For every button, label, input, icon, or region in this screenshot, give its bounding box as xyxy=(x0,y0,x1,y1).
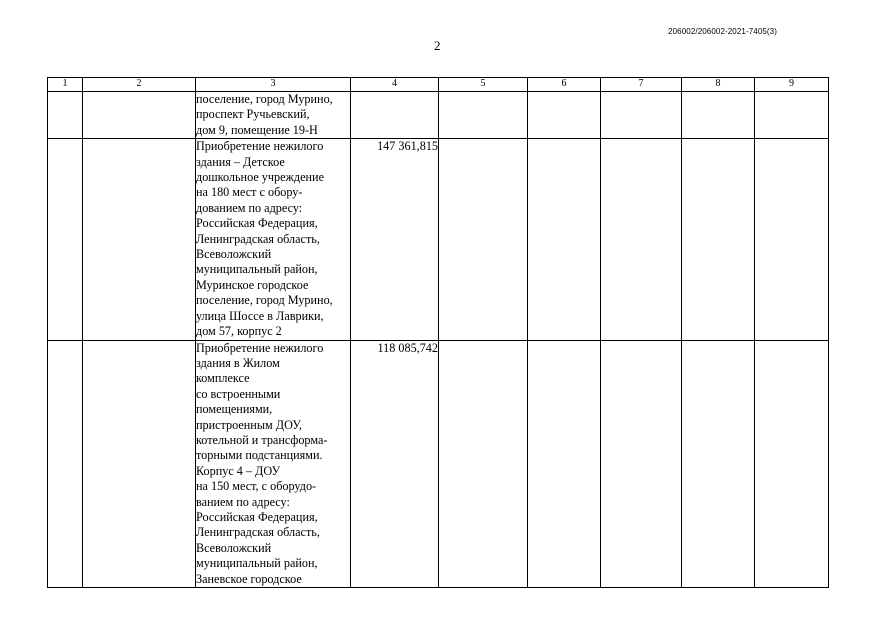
column-header: 6 xyxy=(528,78,601,92)
cell-text-line: дошкольное учреждение xyxy=(196,170,324,185)
cell-text-line: здания в Жилом xyxy=(196,355,280,370)
cell-text-line: дом 9, помещение 19-Н xyxy=(196,122,318,137)
cell-text-line: помещениями, xyxy=(196,402,273,417)
table-cell-col1 xyxy=(48,92,83,139)
column-header: 3 xyxy=(196,78,351,92)
table-body xyxy=(48,92,829,588)
table-cell-col5 xyxy=(439,340,528,588)
page-number: 2 xyxy=(434,38,441,53)
column-header: 1 xyxy=(48,78,83,92)
table-cell-col8 xyxy=(682,139,755,340)
column-header: 8 xyxy=(682,78,755,92)
table-cell-col5 xyxy=(439,139,528,340)
column-header: 7 xyxy=(601,78,682,92)
table-cell-col2 xyxy=(83,139,196,340)
cell-text-line: Заневское городское xyxy=(196,571,302,586)
table-cell-col7 xyxy=(601,92,682,139)
table-cell-col9 xyxy=(755,92,829,139)
table-cell-col8 xyxy=(682,92,755,139)
cell-text-line: Российская Федерация, xyxy=(196,509,318,524)
cell-text-line: муниципальный район, xyxy=(196,262,318,277)
table-cell-col4 xyxy=(351,92,439,139)
table-cell-col3 xyxy=(196,340,351,588)
cell-text-line: улица Шоссе в Лаврики, xyxy=(196,308,324,323)
cell-text-line: торными подстанциями. xyxy=(196,448,323,463)
table-cell-col2 xyxy=(83,340,196,588)
cell-text-line: котельной и трансформа- xyxy=(196,432,328,447)
cell-text-line: Ленинградская область, xyxy=(196,231,320,246)
table-cell-col1 xyxy=(48,340,83,588)
data-table xyxy=(47,77,829,588)
cell-text-line: дованием по адресу: xyxy=(196,200,303,215)
table-cell-col6 xyxy=(528,340,601,588)
table-cell-col3 xyxy=(196,92,351,139)
column-number-row xyxy=(48,78,829,92)
table-row xyxy=(48,340,829,588)
cell-text-line: Ленинградская область, xyxy=(196,525,320,540)
table-cell-col5 xyxy=(439,92,528,139)
cell-text-line: муниципальный район, xyxy=(196,556,318,571)
column-header: 2 xyxy=(83,78,196,92)
cell-text-line: на 180 мест с обору- xyxy=(196,185,303,200)
cell-text-line: проспект Ручьевский, xyxy=(196,107,310,122)
cell-text-line: на 150 мест, с оборудо- xyxy=(196,479,317,494)
cell-text-line: Всеволожский xyxy=(196,247,272,262)
table-cell-col9 xyxy=(755,340,829,588)
cell-text-line: Российская Федерация, xyxy=(196,216,318,231)
cell-text-line: Приобретение нежилого xyxy=(196,340,324,355)
column-header: 5 xyxy=(439,78,528,92)
table-cell-col7 xyxy=(601,340,682,588)
cell-text-line: здания – Детское xyxy=(196,154,285,169)
table-cell-col9 xyxy=(755,139,829,340)
table-cell-col7 xyxy=(601,139,682,340)
table-cell-col6 xyxy=(528,92,601,139)
cell-text-line: Всеволожский xyxy=(196,540,272,555)
cell-text-line: Корпус 4 – ДОУ xyxy=(196,463,281,478)
cell-text-line: поселение, город Мурино, xyxy=(196,92,333,106)
document-id: 206002/206002-2021-7405(3) xyxy=(668,27,777,36)
table-cell-col8 xyxy=(682,340,755,588)
cell-text-line: ванием по адресу: xyxy=(196,494,290,509)
table-row xyxy=(48,92,829,139)
cell-text-line: дом 57, корпус 2 xyxy=(196,324,282,339)
cell-text-line: пристроенным ДОУ, xyxy=(196,417,302,432)
table-cell-col3 xyxy=(196,139,351,340)
cell-text-line: Муринское городское xyxy=(196,277,309,292)
amount-cell: 118 085,742 xyxy=(351,340,439,588)
cell-text-line: комплексе xyxy=(196,371,250,386)
table-cell-col1 xyxy=(48,139,83,340)
amount-cell: 147 361,815 xyxy=(351,139,439,340)
column-header: 4 xyxy=(351,78,439,92)
cell-text-line: Приобретение нежилого xyxy=(196,139,324,154)
cell-text-line: со встроенными xyxy=(196,386,281,401)
table-cell-col6 xyxy=(528,139,601,340)
table-row xyxy=(48,139,829,340)
cell-text-line: поселение, город Мурино, xyxy=(196,293,333,308)
table-cell-col2 xyxy=(83,92,196,139)
column-header: 9 xyxy=(755,78,829,92)
